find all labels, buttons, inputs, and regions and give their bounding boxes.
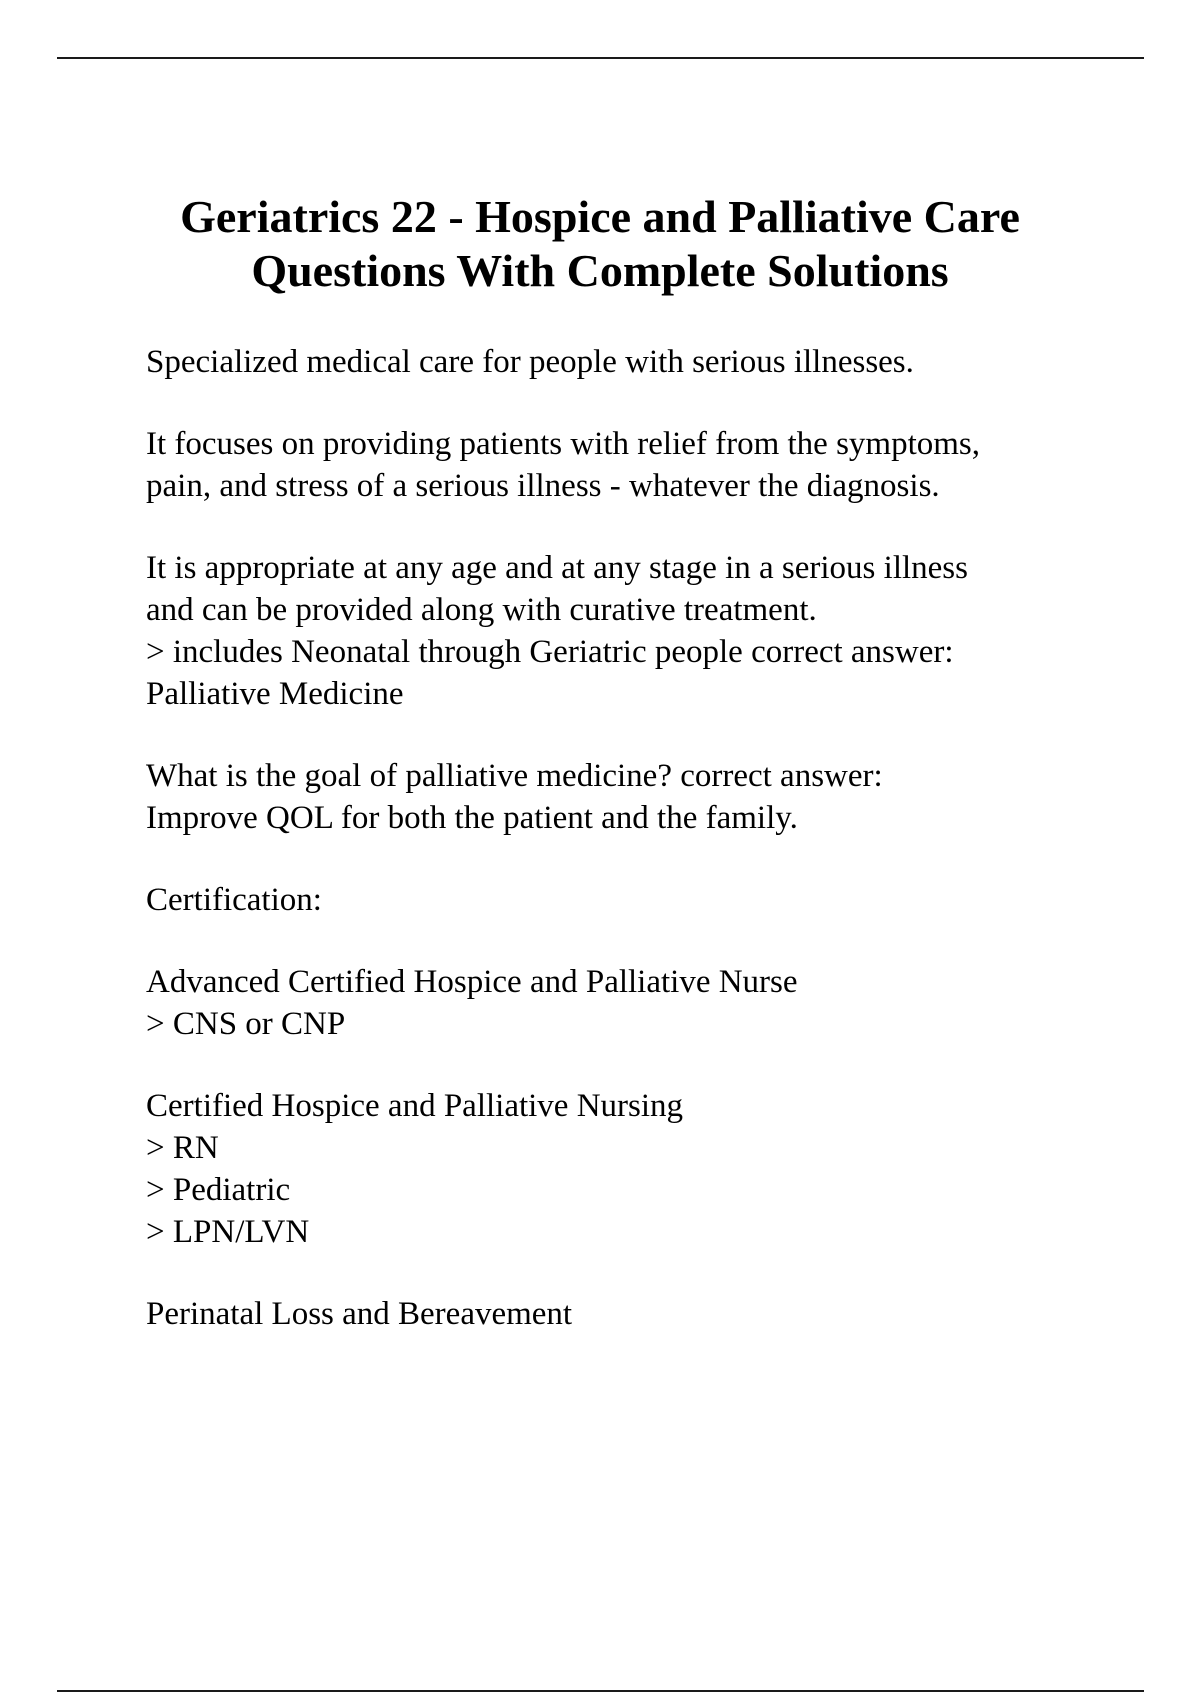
text-line: pain, and stress of a serious illness - whatever the diagnosis. bbox=[146, 468, 940, 504]
text-line: > LPN/LVN bbox=[146, 1214, 310, 1250]
bottom-divider bbox=[57, 1690, 1144, 1692]
paragraph-focus bbox=[146, 423, 1146, 507]
title-line-2: Questions With Complete Solutions bbox=[251, 245, 949, 296]
text-line: > CNS or CNP bbox=[146, 1006, 346, 1042]
text-line: Palliative Medicine bbox=[146, 676, 404, 712]
text-line: > Pediatric bbox=[146, 1172, 291, 1208]
paragraph-certification bbox=[146, 879, 1146, 921]
text-line: Specialized medical care for people with serious illnesses. bbox=[146, 344, 914, 380]
text-line: Certification: bbox=[146, 882, 322, 918]
paragraph-perinatal bbox=[146, 1293, 1146, 1335]
title-line-1: Geriatrics 22 - Hospice and Palliative Care bbox=[180, 191, 1020, 242]
text-line: It is appropriate at any age and at any stage in a serious illness bbox=[146, 550, 968, 586]
text-line: > includes Neonatal through Geriatric people correct answer: bbox=[146, 634, 954, 670]
text-line: > RN bbox=[146, 1130, 219, 1166]
top-divider bbox=[57, 57, 1144, 59]
paragraph-definition bbox=[146, 341, 1146, 383]
text-line: and can be provided along with curative treatment. bbox=[146, 592, 817, 628]
document-body bbox=[146, 341, 1146, 1375]
paragraph-certified-nursing bbox=[146, 1085, 1146, 1253]
document-title bbox=[100, 190, 1100, 298]
text-line: Advanced Certified Hospice and Palliative Nurse bbox=[146, 964, 798, 1000]
text-line: Perinatal Loss and Bereavement bbox=[146, 1296, 573, 1332]
text-line: What is the goal of palliative medicine? correct answer: bbox=[146, 758, 883, 794]
text-line: Certified Hospice and Palliative Nursing bbox=[146, 1088, 684, 1124]
text-line: Improve QOL for both the patient and the family. bbox=[146, 800, 798, 836]
paragraph-appropriate bbox=[146, 547, 1146, 715]
paragraph-goal bbox=[146, 755, 1146, 839]
paragraph-advanced-certified bbox=[146, 961, 1146, 1045]
text-line: It focuses on providing patients with relief from the symptoms, bbox=[146, 426, 981, 462]
